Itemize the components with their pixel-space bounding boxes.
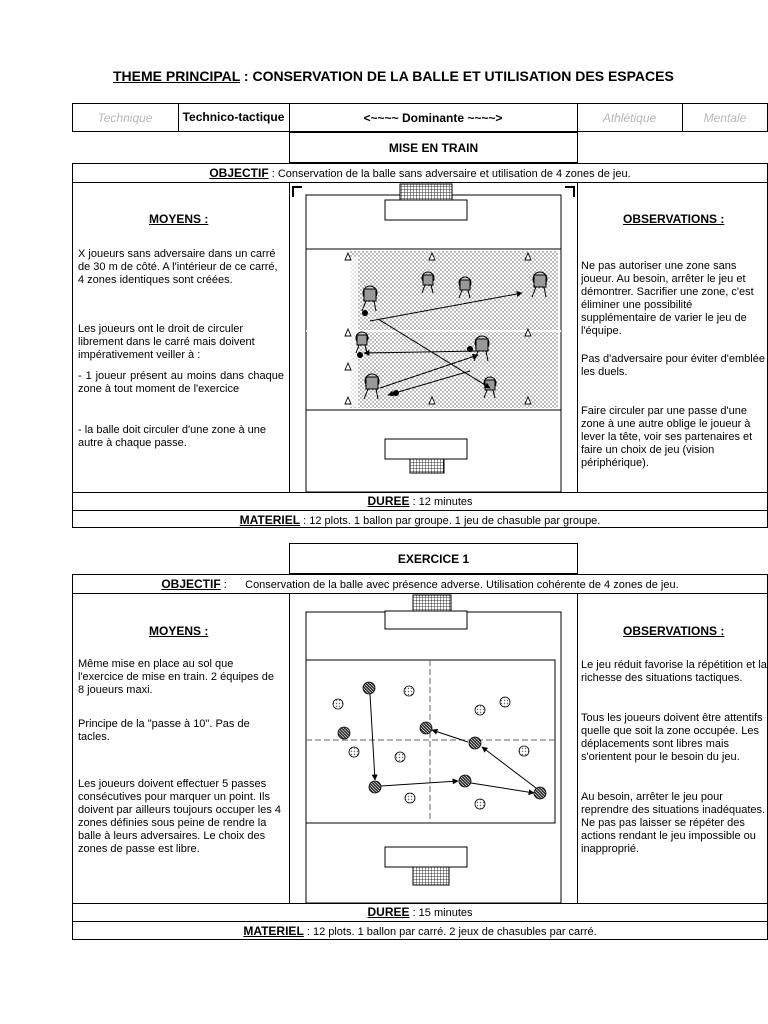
header-technico: Technico-tactique bbox=[182, 110, 285, 124]
section2-moyens-p2: Principe de la "passe à 10". Pas de tacles. bbox=[78, 718, 250, 743]
section1-moyens-p1: X joueurs sans adversaire dans un carré de 30 m de côté. A l'intérieur de ce carré, 4 zones identiques sont créées. bbox=[78, 248, 278, 286]
section1-materiel: MATERIEL : 12 plots. 1 ballon par groupe. 1 jeu de chasuble par groupe. bbox=[239, 513, 601, 527]
section2-duree: DUREE : 15 minutes bbox=[367, 905, 473, 919]
section1-obs-p3: Faire circuler par une passe d'une zone à une autre oblige le joueur à lever la tête, voir ses partenaires et faire un choix de jeu (vision périphérique). bbox=[581, 405, 753, 469]
section1-moyens-p3: - 1 joueur présent au moins dans chaque zone à tout moment de l'exercice bbox=[78, 370, 284, 395]
section1-moyens-heading: MOYENS : bbox=[149, 212, 209, 226]
section1-obs-p1: Ne pas autoriser une zone sans joueur. Au besoin, arrêter le jeu et démontrer. Sacrifier une zone, c'est éliminer une possibilité supplémentaire de varier le jeu de l'équipe. bbox=[581, 260, 754, 337]
goal-icon bbox=[385, 847, 467, 885]
section1-diagram bbox=[290, 183, 577, 492]
section1-objectif: OBJECTIF : Conservation de la balle sans adversaire et utilisation de 4 zones de jeu. bbox=[209, 166, 631, 180]
title-rest: : CONSERVATION DE LA BALLE ET UTILISATION DES ESPACES bbox=[240, 68, 674, 84]
section2-obs-p2: Tous les joueurs doivent être attentifs quelle que soit la zone occupée. Les déplacements sont libres mais s'orientent pour le besoin du jeu. bbox=[581, 712, 763, 763]
section1-duree: DUREE : 12 minutes bbox=[367, 494, 473, 508]
section2-diagram bbox=[290, 594, 577, 903]
header-dominante: <~~~~ Dominante ~~~~> bbox=[363, 110, 503, 125]
section2-materiel: MATERIEL : 12 plots. 1 ballon par carré. 2 jeux de chasubles par carré. bbox=[243, 924, 597, 938]
goal-icon bbox=[385, 595, 467, 629]
title-label: THEME PRINCIPAL bbox=[113, 68, 241, 84]
section1-moyens-p2: Les joueurs ont le droit de circuler librement dans le carré mais doivent impérativement veiller à : bbox=[78, 323, 255, 361]
section1-heading: MISE EN TRAIN bbox=[388, 140, 479, 155]
header-mentale: Mentale bbox=[703, 110, 747, 125]
section1-obs-heading: OBSERVATIONS : bbox=[623, 212, 725, 226]
section2-obs-p1: Le jeu réduit favorise la répétition et la richesse des situations tactiques. bbox=[581, 659, 767, 684]
goal-icon bbox=[385, 439, 467, 473]
section2-moyens-p1: Même mise en place au sol que l'exercice de mise en train. 2 équipes de 8 joueurs maxi. bbox=[78, 658, 274, 696]
header-technique: Technique bbox=[97, 110, 153, 125]
page-title bbox=[113, 68, 768, 84]
section2-objectif: OBJECTIF : Conservation de la balle avec présence adverse. Utilisation cohérente de 4 zones de jeu. bbox=[161, 577, 679, 591]
section2-obs-heading: OBSERVATIONS : bbox=[623, 624, 725, 638]
header-athletique: Athlétique bbox=[602, 110, 657, 125]
section1-obs-p2: Pas d'adversaire pour éviter d'emblée les duels. bbox=[581, 353, 765, 378]
goal-icon bbox=[385, 184, 467, 220]
section2-moyens-heading: MOYENS : bbox=[149, 624, 209, 638]
section1-moyens-p4: - la balle doit circuler d'une zone à une autre à chaque passe. bbox=[78, 424, 266, 449]
section2-heading: EXERCICE 1 bbox=[397, 551, 470, 566]
section2-moyens-p3: Les joueurs doivent effectuer 5 passes consécutives pour marquer un point. Ils doivent par ailleurs toujours occuper les 4 zones définies sous peine de rendre la balle à leurs adversaires. Le choix des zones de passe est libre. bbox=[78, 778, 282, 855]
section2-obs-p3: Au besoin, arrêter le jeu pour reprendre des situations inadéquates. Ne pas pas laisser se répéter des actions rendant le jeu impossible ou inapproprié. bbox=[581, 791, 766, 855]
